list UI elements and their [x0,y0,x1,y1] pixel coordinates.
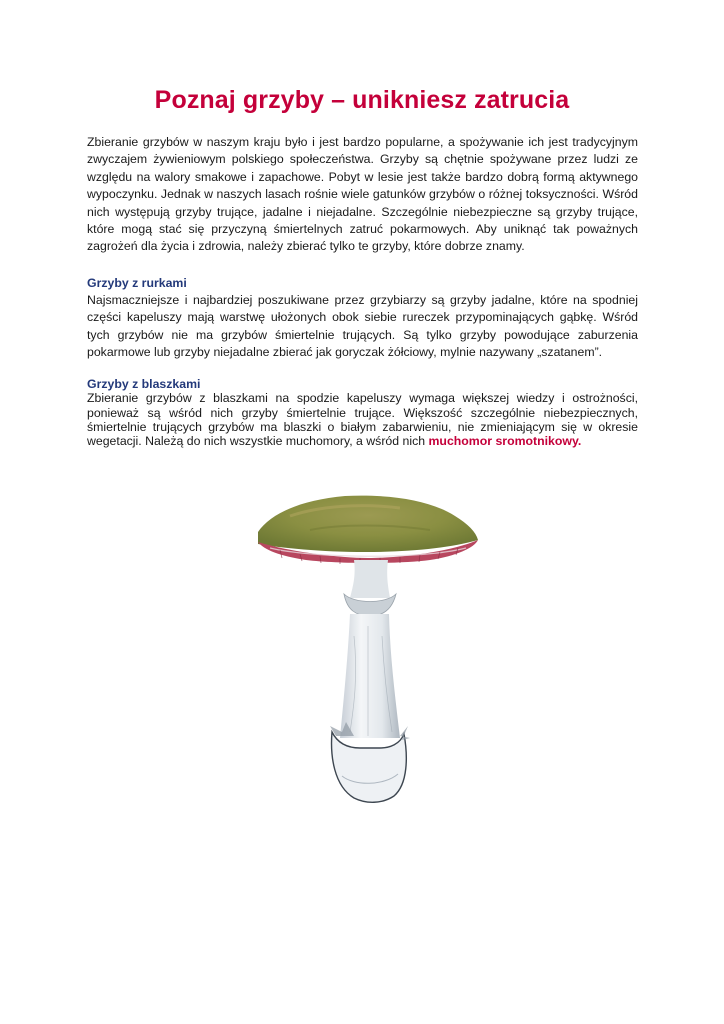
highlight-death-cap: muchomor sromotnikowy [428,434,578,449]
section-text-gills-body: Zbieranie grzybów z blaszkami na spodzie kapeluszy wymaga większej wiedzy i ostrożności, ponieważ są wśród nich grzyby śmiertelnie trujące. Większość szczególnie niebezpiecznych, śmiertelnie trujących grzybów ma blaszki o białym zabarwieniu, nie zmieniającym się w okresie wegetacji. Należą do nich wszystkie muchomory, a wśród nich [87,391,638,449]
article-body [87,134,638,448]
highlight-end: . [577,434,582,449]
page-title: Poznaj grzyby – unikniesz zatrucia [154,86,570,114]
volva [332,732,407,802]
section-text-tubes: Najsmaczniejsze i najbardziej poszukiwane przez grzybiarzy są grzyby jadalne, które na spodniej części kapeluszy mają warstwę ułożonych obok siebie rureczek przypominających gąbkę. Wśród tych grzybów nie ma grzybów śmiertelnie trujących. Są tylko grzyby powodujące zaburzenia pokarmowe lub grzyby niejadalne zbierać jak goryczak żółciowy, mylnie nazywany „szatanem”. [87,292,638,360]
section-heading-tubes: Grzyby z rurkami [87,275,187,290]
intro-paragraph: Zbieranie grzybów w naszym kraju było i jest bardzo popularne, a spożywanie ich jest tradycyjnym zwyczajem żywieniowym polskiego społeczeństwa. Grzyby są chętnie spożywane przez ludzi ze względu na walory smakowe i zapachowe. Pobyt w lesie jest także bardzo dobrą formą aktywnego wypoczynku. Jednak w naszych lasach rośnie wiele gatunków grzybów o różnej toksyczności. Wśród nich występują grzyby trujące, jadalne i niejadalne. Szczególnie niebezpieczne są grzyby trujące, które mogą stać się przyczyną śmiertelnych zatruć pokarmowych. Aby uniknąć tak poważnych zagrożeń dla życia i zdrowia, należy zbierać tylko te grzyby, które dobrze znamy. [87,135,638,254]
section-heading-gills: Grzyby z blaszkami [87,377,201,392]
mushroom-death-cap-icon [250,486,482,816]
stem-upper [350,560,390,598]
cap-shape [258,496,478,552]
stem-main [340,614,400,738]
section-text-gills [87,391,638,448]
